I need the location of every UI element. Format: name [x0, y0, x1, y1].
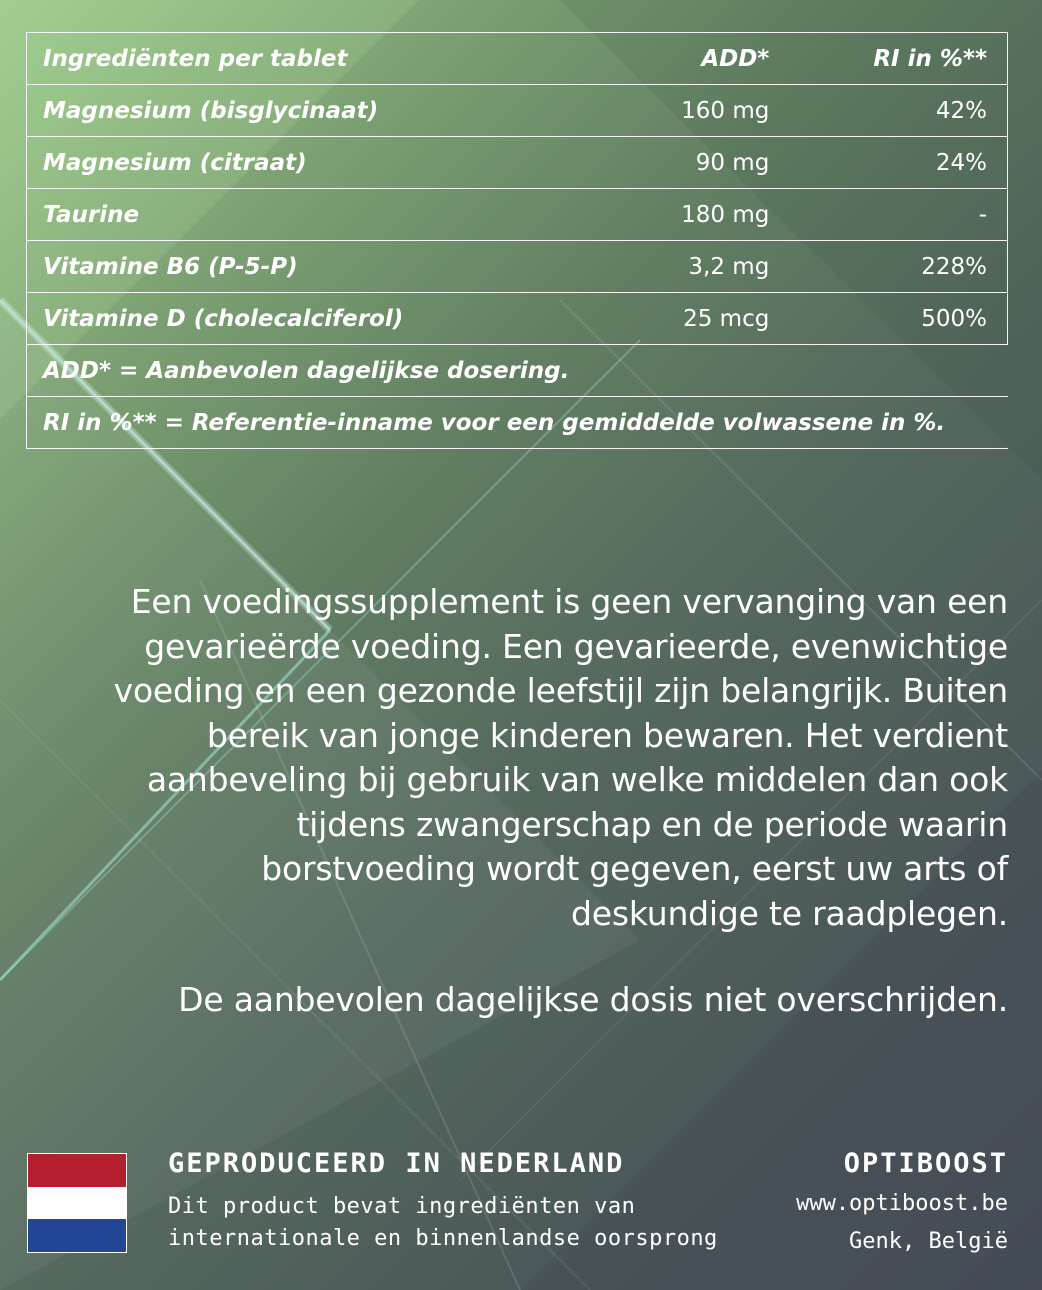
ingredient-ri: - — [785, 189, 1007, 241]
warning-line: borstvoeding wordt gegeven, eerst uw arts of — [261, 849, 1008, 888]
table-footnote-row — [27, 397, 1008, 449]
flag-stripe-white — [28, 1187, 126, 1220]
brand-name: OPTIBOOST — [843, 1148, 1008, 1179]
brand-block — [796, 1148, 1008, 1261]
brand-location: Genk, België — [849, 1229, 1008, 1254]
dosage-notice: De aanbevolen dagelijkse dosis niet overschrijden. — [178, 980, 1008, 1019]
ingredient-name: Taurine — [27, 189, 608, 241]
nutrition-table — [26, 32, 1008, 449]
table-row — [27, 293, 1008, 345]
ingredient-amount: 180 mg — [608, 189, 786, 241]
ingredient-name: Magnesium (bisglycinaat) — [27, 85, 608, 137]
netherlands-flag-icon — [27, 1153, 127, 1253]
ingredient-ri: 500% — [785, 293, 1007, 345]
origin-line: Dit product bevat ingrediënten van — [168, 1194, 636, 1219]
table-header-row — [27, 33, 1008, 85]
flag-stripe-red — [28, 1154, 126, 1187]
ingredient-name: Vitamine B6 (P-5-P) — [27, 241, 608, 293]
warning-line: Een voedingssupplement is geen vervanging van een — [130, 582, 1008, 621]
header-add: ADD* — [608, 33, 786, 85]
ingredient-ri: 228% — [785, 241, 1007, 293]
ingredient-name: Magnesium (citraat) — [27, 137, 608, 189]
ingredient-name: Vitamine D (cholecalciferol) — [27, 293, 608, 345]
ingredient-ri: 42% — [785, 85, 1007, 137]
ingredient-amount: 160 mg — [608, 85, 786, 137]
origin-block — [168, 1148, 718, 1255]
warning-text — [28, 580, 1008, 936]
flag-stripe-blue — [28, 1219, 126, 1252]
table-row — [27, 137, 1008, 189]
header-ingredient: Ingrediënten per tablet — [27, 33, 608, 85]
brand-website: www.optiboost.be — [796, 1191, 1008, 1216]
warning-line: tijdens zwangerschap en de periode waarin — [296, 804, 1008, 844]
table-row — [27, 85, 1008, 137]
warning-line: voeding en een gezonde leefstijl zijn belangrijk. Buiten — [113, 671, 1008, 710]
origin-line: internationale en binnenlandse oorsprong — [168, 1226, 718, 1251]
warning-line: bereik van jonge kinderen bewaren. Het verdient — [206, 715, 1008, 755]
table-row — [27, 189, 1008, 241]
ingredient-amount: 90 mg — [608, 137, 786, 189]
table-row — [27, 241, 1008, 293]
origin-description — [168, 1191, 718, 1255]
header-ri: RI in %** — [785, 33, 1007, 85]
footnote-ri: RI in %** = Referentie-inname voor een gemiddelde volwassene in %. — [27, 397, 1008, 449]
ingredient-ri: 24% — [785, 137, 1007, 189]
warning-line: deskundige te raadplegen. — [571, 893, 1008, 933]
footnote-add: ADD* = Aanbevolen dagelijkse dosering. — [27, 345, 1008, 397]
origin-title: GEPRODUCEERD IN NEDERLAND — [168, 1148, 625, 1179]
table-footnote-row — [27, 345, 1008, 397]
ingredient-amount: 3,2 mg — [608, 241, 786, 293]
brand-details — [796, 1185, 1008, 1261]
ingredient-amount: 25 mcg — [608, 293, 786, 345]
warning-line: gevarieërde voeding. Een gevarieerde, evenwichtige — [144, 626, 1008, 666]
warning-line: aanbeveling bij gebruik van welke middelen dan ook — [146, 760, 1008, 799]
